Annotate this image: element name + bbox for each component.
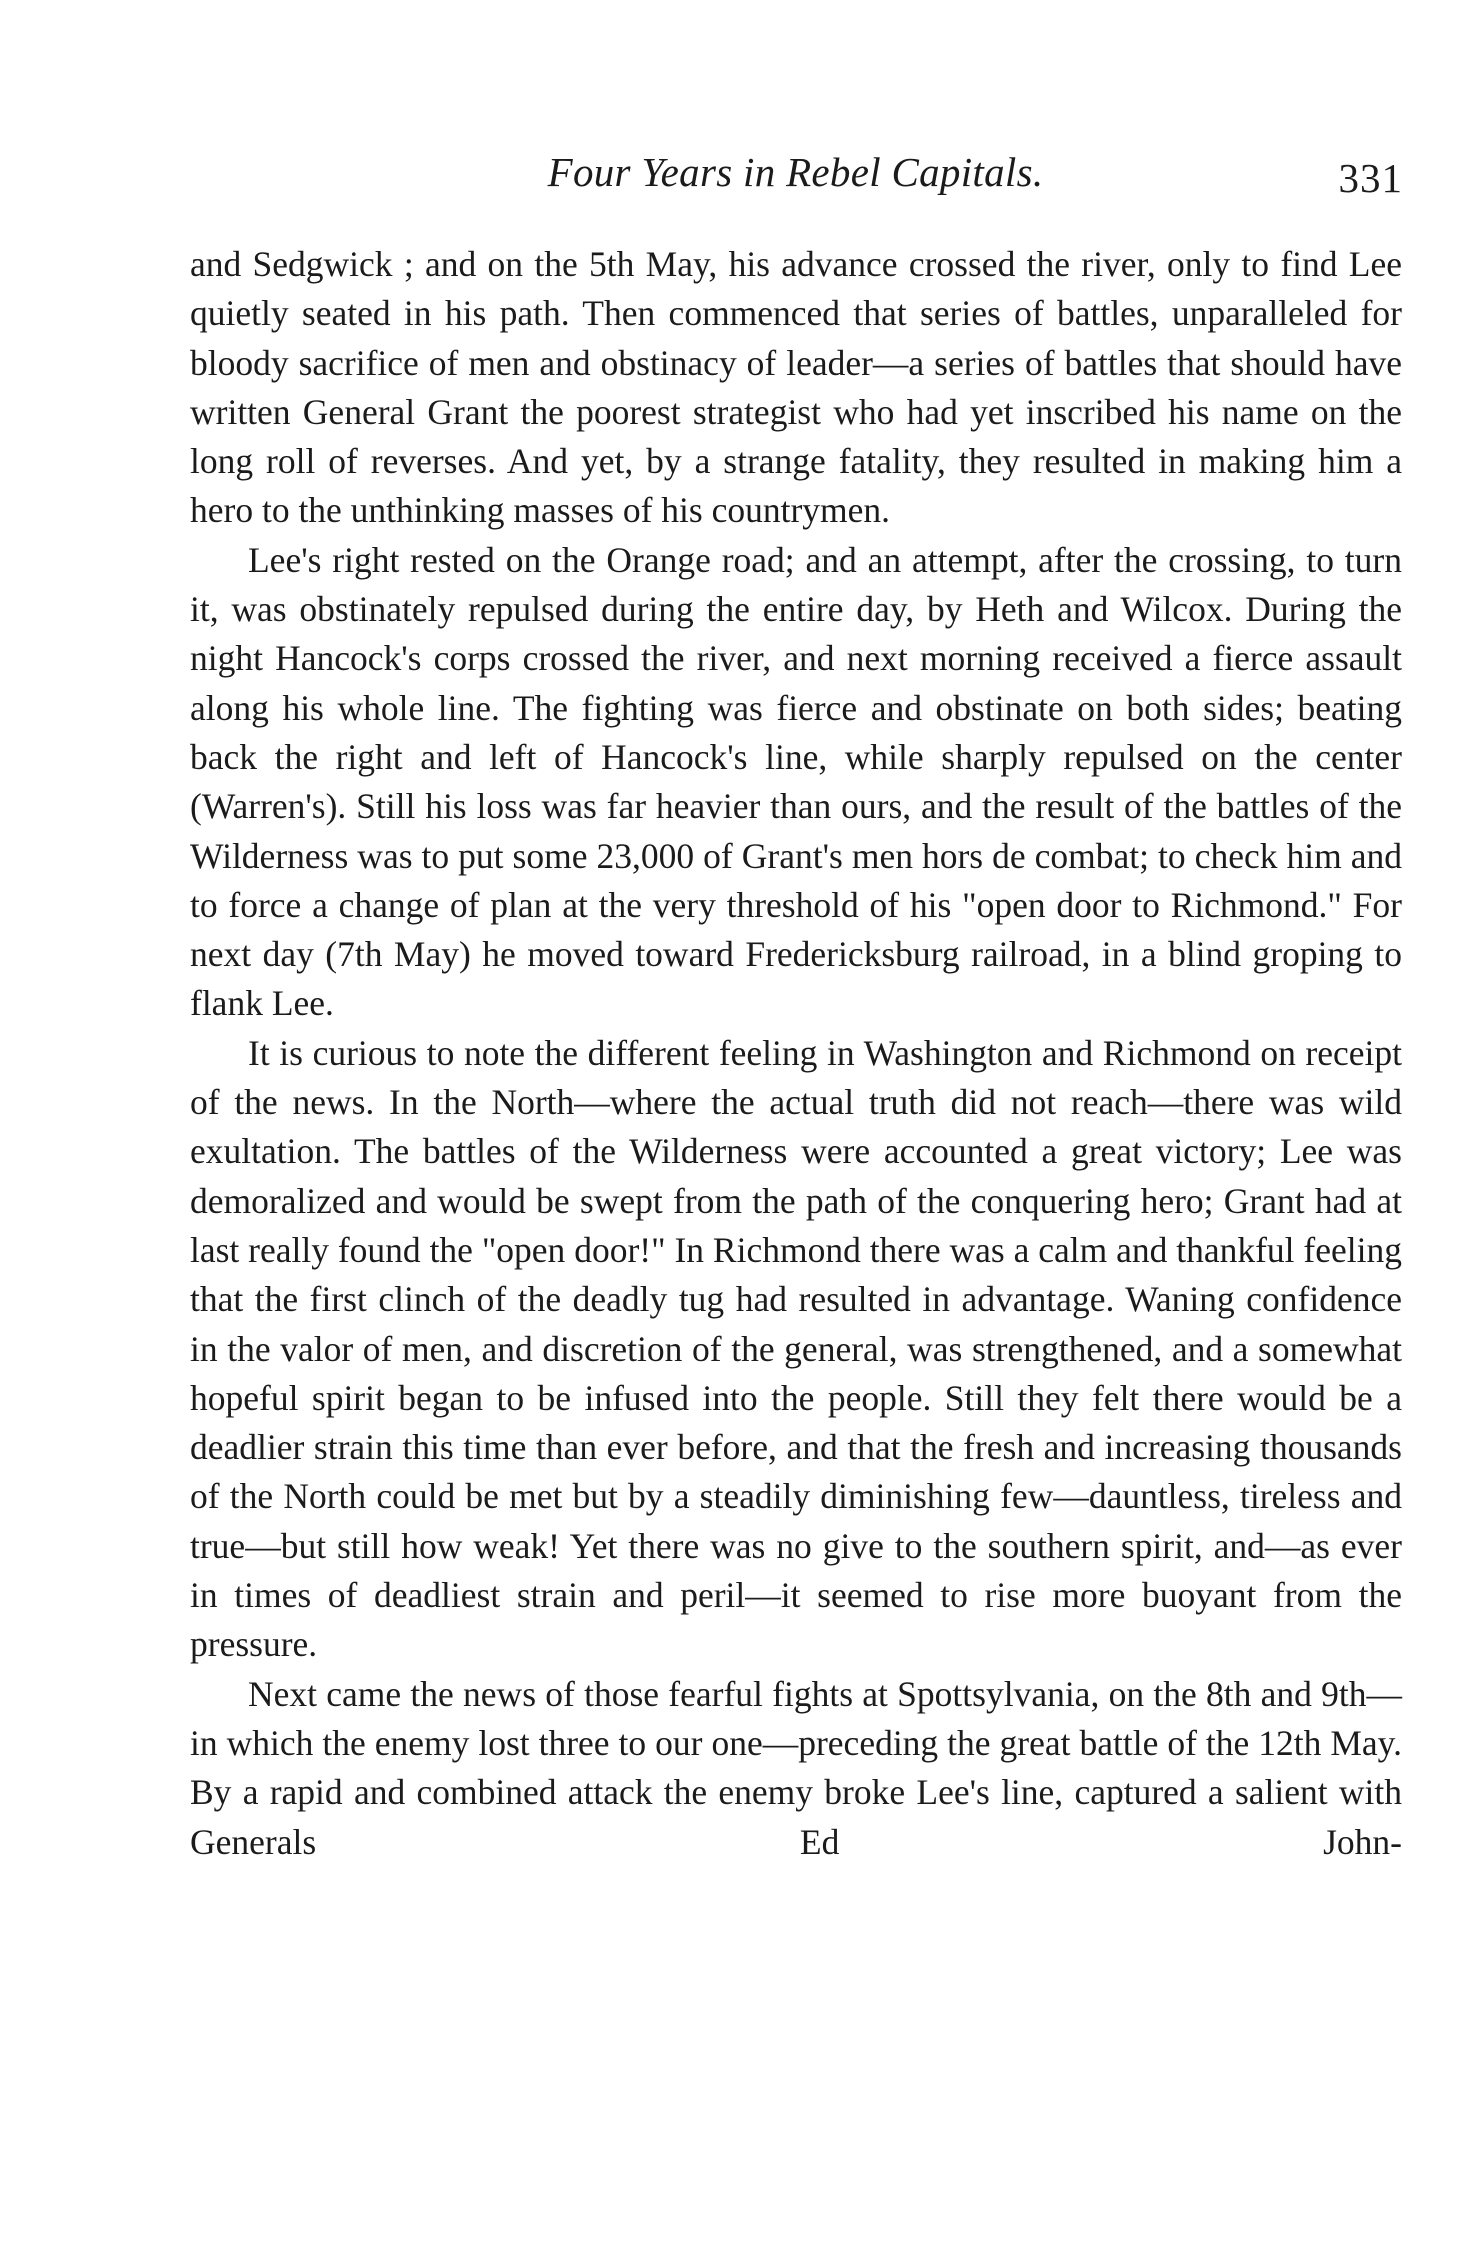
page-number: 331: [1338, 155, 1403, 201]
paragraph-2: Lee's right rested on the Orange road; and an attempt, after the crossing, to turn it, was obstinately repulsed during the entire day, by Heth and Wilcox. During the night Hancock's corps crossed the river, and next morning received a fierce assault along his whole line. The fighting was fierce and obstinate on both sides; beating back the right and left of Hancock's line, while sharply repulsed on the center (Warren's). Still his loss was far heavier than ours, and the result of the battles of the Wilderness was to put some 23,000 of Grant's men hors de combat; to check him and to force a change of plan at the very threshold of his "open door to Richmond." For next day (7th May) he moved toward Fredericksburg railroad, in a blind groping to flank Lee.: [190, 539, 1402, 1024]
paragraph-4: Next came the news of those fearful fights at Spottsylvania, on the 8th and 9th—in which the enemy lost three to our one—preceding the great battle of the 12th May. By a rapid and combined attack the enemy broke Lee's line, captured a salient with Generals Ed John-: [190, 1673, 1402, 1862]
body-text: [190, 240, 1402, 1867]
paragraph-1: and Sedgwick ; and on the 5th May, his advance crossed the river, only to find Lee quietly seated in his path. Then commenced that series of battles, unparalleled for bloody sacrifice of men and obstinacy of leader—a series of battles that should have written General Grant the poorest strategist who had yet inscribed his name on the long roll of reverses. And yet, by a strange fatality, they resulted in making him a hero to the unthinking masses of his countrymen.: [190, 244, 1402, 531]
running-title: Four Years in Rebel Capitals.: [547, 149, 1044, 195]
paragraph-3: It is curious to note the different feeling in Washington and Richmond on receipt of the news. In the North—where the actual truth did not reach—there was wild exultation. The battles of the Wilderness were accounted a great victory; Lee was demoralized and would be swept from the path of the conquering hero; Grant had at last really found the "open door!" In Richmond there was a calm and thankful feeling that the first clinch of the deadly tug had resulted in advantage. Waning confidence in the valor of men, and discretion of the general, was strengthened, and a somewhat hopeful spirit began to be infused into the people. Still they felt there would be a deadlier strain this time than ever before, and that the fresh and increasing thousands of the North could be met but by a steadily diminishing few—dauntless, tireless and true—but still how weak! Yet there was no give to the southern spirit, and—as ever in times of deadliest strain and peril—it seemed to rise more buoyant from the pressure.: [190, 1032, 1402, 1665]
running-head: [188, 148, 1403, 204]
